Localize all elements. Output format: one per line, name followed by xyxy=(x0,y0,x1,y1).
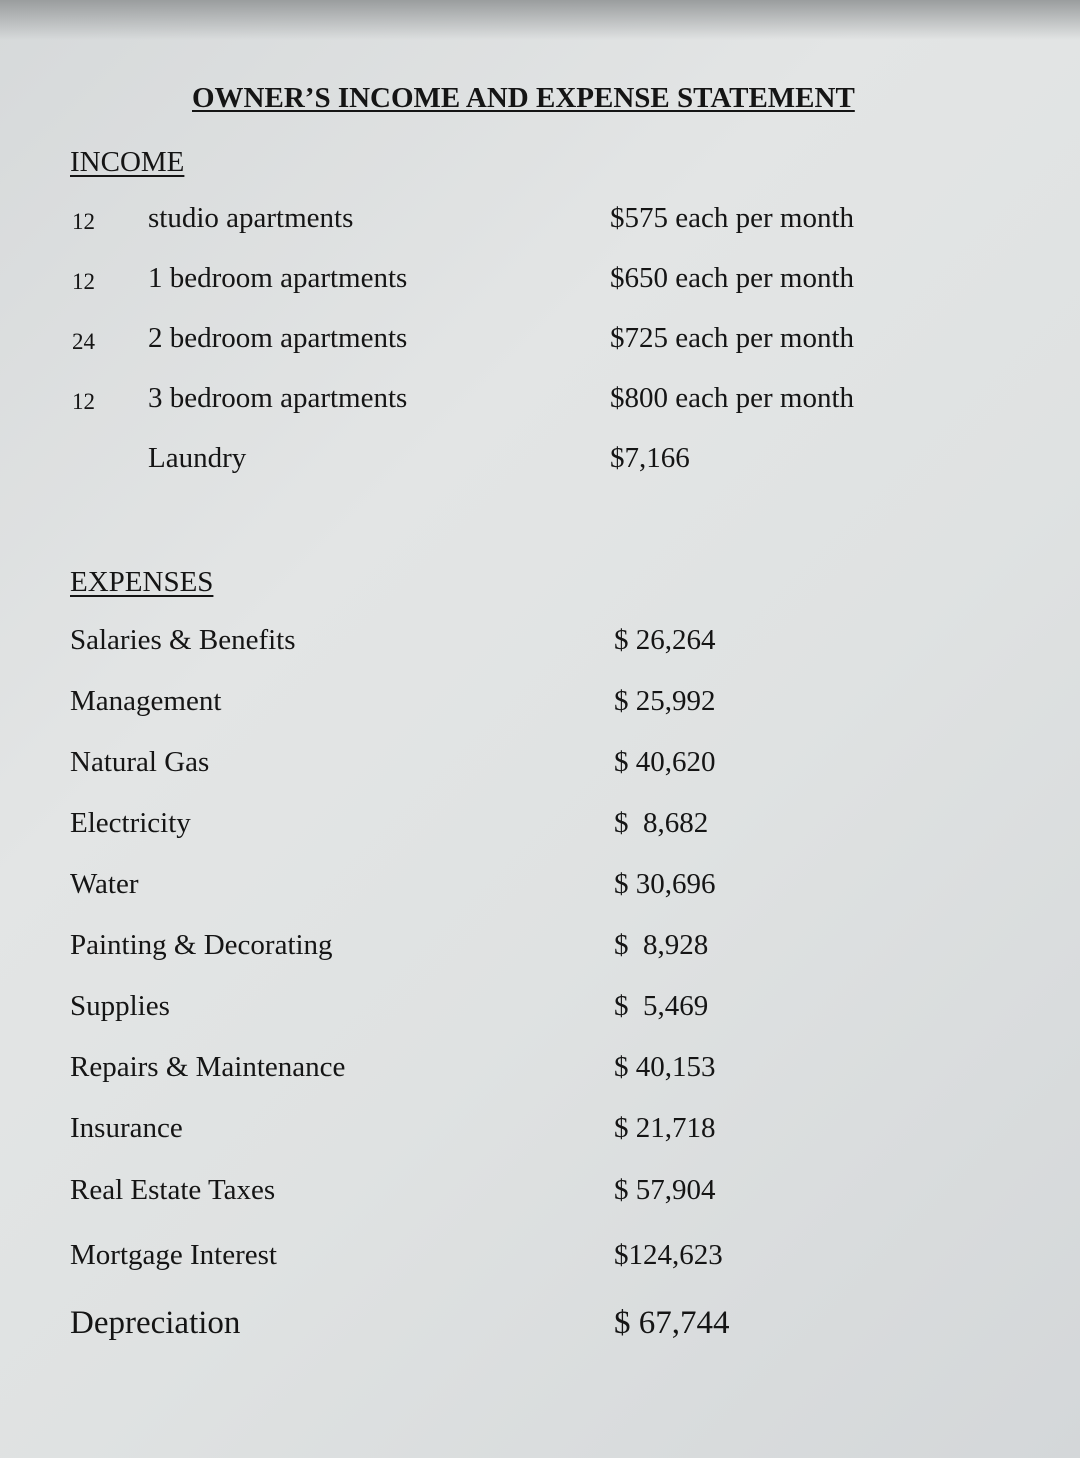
expense-row xyxy=(0,1112,1080,1152)
income-label: 1 bedroom apartments xyxy=(148,262,408,294)
income-value: $800 each per month xyxy=(610,382,855,414)
expense-value: $124,623 xyxy=(614,1239,723,1271)
expense-value: $ 8,928 xyxy=(614,929,709,961)
income-row xyxy=(0,262,1080,302)
income-row xyxy=(0,442,1080,482)
expense-label: Insurance xyxy=(70,1112,183,1144)
expense-row xyxy=(0,807,1080,847)
expense-row xyxy=(0,868,1080,908)
expense-value: $ 30,696 xyxy=(614,868,716,900)
expense-label: Mortgage Interest xyxy=(70,1239,277,1271)
income-heading: INCOME xyxy=(70,146,185,178)
expense-row xyxy=(0,990,1080,1030)
income-qty: 24 xyxy=(72,329,95,354)
expense-label: Depreciation xyxy=(70,1305,241,1341)
expense-label: Management xyxy=(70,685,222,717)
expense-label: Repairs & Maintenance xyxy=(70,1051,346,1083)
expense-value: $ 67,744 xyxy=(614,1305,730,1341)
income-value: $725 each per month xyxy=(610,322,855,354)
expense-label: Real Estate Taxes xyxy=(70,1174,276,1206)
expense-value: $ 57,904 xyxy=(614,1174,716,1206)
expense-row xyxy=(0,1239,1080,1279)
income-qty: 12 xyxy=(72,269,95,294)
income-value: $7,166 xyxy=(610,442,690,474)
income-label: Laundry xyxy=(148,442,247,474)
expense-label: Supplies xyxy=(70,990,170,1022)
page-edge-shadow xyxy=(0,0,1080,40)
expense-label: Water xyxy=(70,868,139,900)
income-qty: 12 xyxy=(72,209,95,234)
expense-value: $ 25,992 xyxy=(614,685,716,717)
expense-row xyxy=(0,685,1080,725)
income-label: 3 bedroom apartments xyxy=(148,382,408,414)
expense-value: $ 40,153 xyxy=(614,1051,716,1083)
expense-label: Salaries & Benefits xyxy=(70,624,296,656)
income-row xyxy=(0,202,1080,242)
expense-label: Painting & Decorating xyxy=(70,929,333,961)
income-value: $575 each per month xyxy=(610,202,855,234)
document-title: OWNER’S INCOME AND EXPENSE STATEMENT xyxy=(192,82,855,114)
expense-value: $ 8,682 xyxy=(614,807,709,839)
expense-row xyxy=(0,1174,1080,1214)
expense-value: $ 26,264 xyxy=(614,624,716,656)
expense-value: $ 21,718 xyxy=(614,1112,716,1144)
income-value: $650 each per month xyxy=(610,262,855,294)
income-row xyxy=(0,322,1080,362)
income-label: studio apartments xyxy=(148,202,354,234)
expense-row xyxy=(0,1305,1080,1345)
expense-row xyxy=(0,746,1080,786)
expense-value: $ 40,620 xyxy=(614,746,716,778)
income-qty: 12 xyxy=(72,389,95,414)
expense-row xyxy=(0,624,1080,664)
income-row xyxy=(0,382,1080,422)
expenses-heading: EXPENSES xyxy=(70,566,214,598)
income-label: 2 bedroom apartments xyxy=(148,322,408,354)
expense-label: Electricity xyxy=(70,807,191,839)
expense-row xyxy=(0,929,1080,969)
expense-label: Natural Gas xyxy=(70,746,210,778)
expense-row xyxy=(0,1051,1080,1091)
expense-value: $ 5,469 xyxy=(614,990,709,1022)
